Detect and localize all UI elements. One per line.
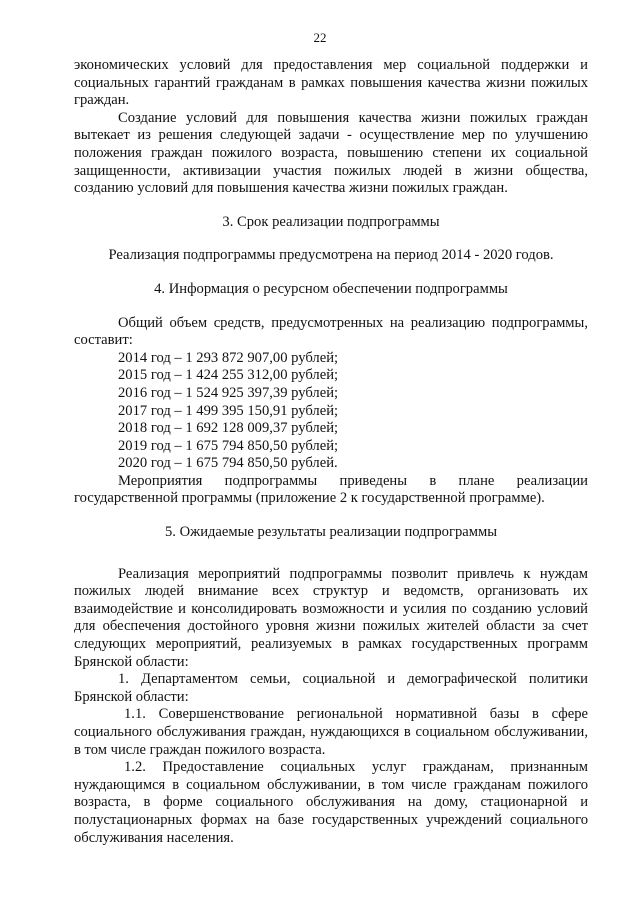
funding-item-2018: 2018 год – 1 692 128 009,37 рублей; (118, 420, 339, 437)
result-item-1: 1. Департаментом семьи, социальной и демографической политики Брянской области: (74, 671, 588, 705)
program-note-line-1: Мероприятия подпрограммы приведены в плане реализации (118, 472, 588, 489)
section-spacer (74, 558, 588, 566)
funding-item-2017: 2017 год – 1 499 395 150,91 рублей; (118, 402, 339, 419)
result-item-1-2: 1.2. Предоставление социальных услуг гражданам, признанным нуждающимся в социальном обслуживании, в том числе гражданам пожилого возраста, в форме социального обслуживания на дому, стационарной и полустационарных формах на базе государственных учреждений социального обслуживания населения. (74, 759, 588, 846)
funding-list (74, 350, 588, 473)
result-item-1-1: 1.1. Совершенствование региональной нормативной базы в сфере социального обслуживания граждан, нуждающихся в социальном обслуживании, в том числе граждан пожилого возраста. (74, 706, 588, 758)
section-4-heading: 4. Информация о ресурсном обеспечении подпрограммы (154, 280, 508, 297)
intro-paragraph-continuation: экономических условий для предоставления мер социальной поддержки и социальных гарантий гражданам в рамках повышения качества жизни пожилых граждан. (74, 57, 588, 109)
funding-intro: Общий объем средств, предусмотренных на реализацию подпрограммы, составит: (74, 314, 588, 349)
results-paragraph: Реализация мероприятий подпрограммы позволит привлечь к нуждам пожилых людей внимание всех структур и ведомств, организовать их взаимодействие и консолидировать возможности и усилия по созданию условий для обеспечения достойного уровня жизни пожилых жителей области за счет следующих мероприятий, реализуемых в рамках государственных программ Брянской области: (74, 565, 588, 670)
section-3-heading: 3. Срок реализации подпрограммы (222, 213, 440, 230)
page-number: 22 (313, 30, 327, 45)
funding-item-2014: 2014 год – 1 293 872 907,00 рублей; (118, 349, 339, 366)
funding-item-2020: 2020 год – 1 675 794 850,50 рублей. (118, 455, 338, 472)
section-3-text: Реализация подпрограммы предусмотрена на период 2014 - 2020 годов. (108, 247, 554, 264)
funding-item-2016: 2016 год – 1 524 925 397,39 рублей; (118, 384, 339, 401)
section-5-heading: 5. Ожидаемые результаты реализации подпрограммы (164, 524, 498, 541)
program-note-line-2: государственной программы (приложение 2 к государственной программе). (74, 490, 545, 507)
intro-paragraph: Создание условий для повышения качества жизни пожилых граждан вытекает из решения следующей задачи - осуществление мер по улучшению положения граждан пожилого возраста, повышению степени их социальной защищенности, активизации участия пожилых людей в жизни общества, созданию условий для повышения качества жизни пожилых граждан. (74, 109, 588, 197)
page-content (74, 57, 588, 847)
funding-item-2019: 2019 год – 1 675 794 850,50 рублей; (118, 437, 339, 454)
funding-item-2015: 2015 год – 1 424 255 312,00 рублей; (118, 367, 339, 384)
